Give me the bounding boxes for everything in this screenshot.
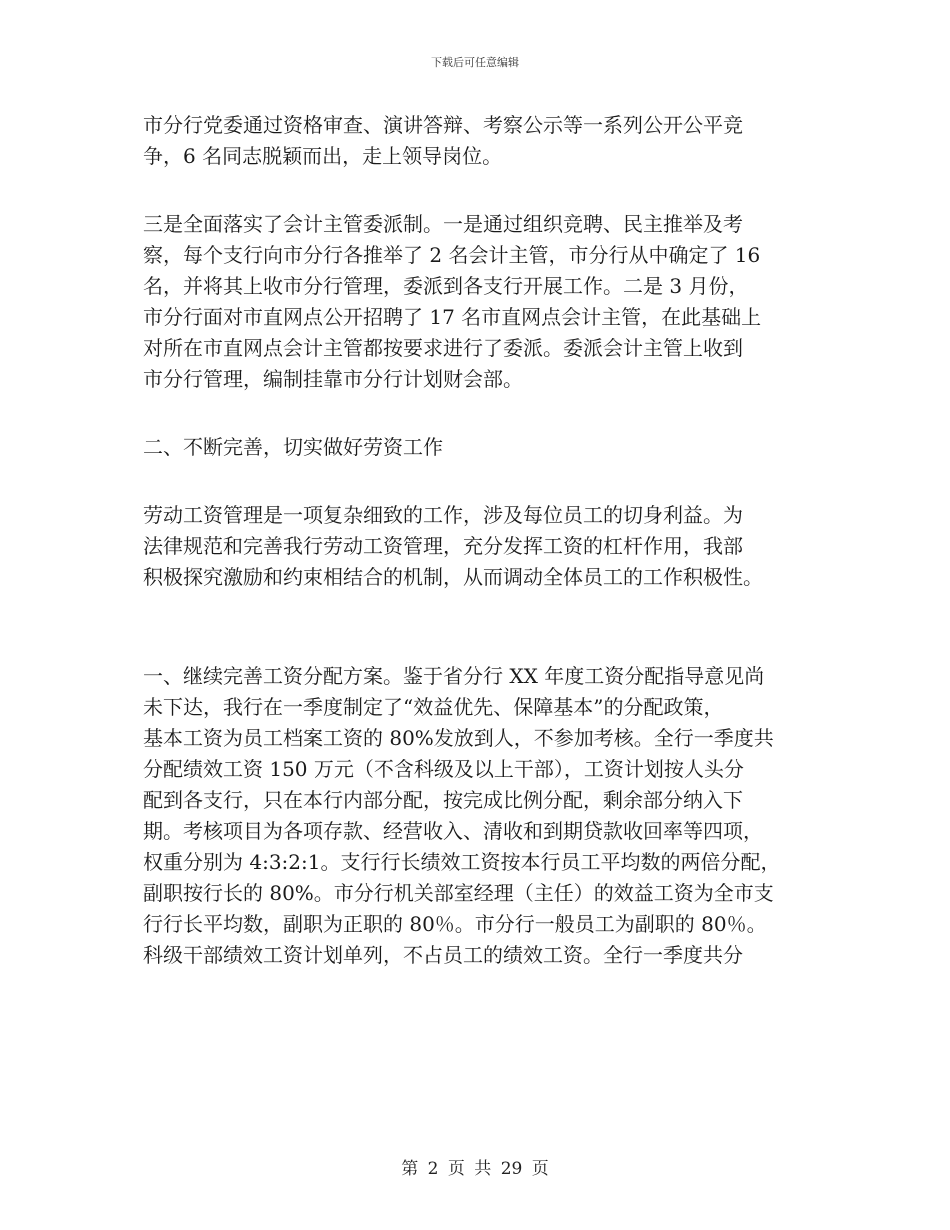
text-line: 劳动工资管理是一项复杂细致的工作，涉及每位员工的切身利益。为 — [143, 503, 743, 527]
text-line: 名，并将其上收市分行管理，委派到各支行开展工作。二是 3 月份， — [143, 274, 749, 298]
text-line: 争，6 名同志脱颖而出，走上领导岗位。 — [143, 144, 503, 168]
document-body — [143, 110, 823, 971]
text-line: 市分行党委通过资格审查、演讲答辩、考察公示等一系列公开公平竞 — [143, 113, 743, 137]
page-number: 第 2 页 共 29 页 — [401, 1159, 549, 1179]
text-line: 科级干部绩效工资计划单列，不占员工的绩效工资。全行一季度共分 — [143, 943, 743, 967]
paragraph-1 — [143, 110, 823, 172]
text-line: 期。考核项目为各项存款、经营收入、清收和到期贷款收回率等四项， — [143, 819, 763, 843]
text-line: 分配绩效工资 150 万元（不含科级及以上干部），工资计划按人头分 — [143, 757, 744, 781]
text-line: 对所在市直网点会计主管都按要求进行了委派。委派会计主管上收到 — [143, 336, 743, 360]
paragraph-3 — [143, 500, 823, 593]
text-line: 副职按行长的 80%。市分行机关部室经理（主任）的效益工资为全市支 — [143, 881, 774, 905]
text-line: 积极探究激励和约束相结合的机制，从而调动全体员工的工作积极性。 — [143, 565, 763, 589]
text-line: 行行长平均数，副职为正职的 80％。市分行一般员工为副职的 80％。 — [143, 912, 767, 936]
text-line: 配到各支行，只在本行内部分配，按完成比例分配，剩余部分纳入下 — [143, 788, 743, 812]
paragraph-4 — [143, 661, 823, 971]
heading-text: 二、不断完善，切实做好劳资工作 — [143, 435, 443, 459]
text-line: 市分行面对市直网点公开招聘了 17 名市直网点会计主管，在此基础上 — [143, 305, 762, 329]
text-line: 一、继续完善工资分配方案。鉴于省分行 XX 年度工资分配指导意见尚 — [143, 664, 765, 688]
text-line: 市分行管理，编制挂靠市分行计划财会部。 — [143, 367, 523, 391]
text-line: 三是全面落实了会计主管委派制。一是通过组织竞聘、民主推举及考 — [143, 212, 743, 236]
text-line: 基本工资为员工档案工资的 80%发放到人，不参加考核。全行一季度共 — [143, 726, 774, 750]
text-line: 察，每个支行向市分行各推举了 2 名会计主管，市分行从中确定了 16 — [143, 243, 761, 267]
paragraph-2 — [143, 209, 823, 395]
page-header: 下载后可任意编辑 — [431, 56, 519, 69]
text-line: 未下达，我行在一季度制定了“效益优先、保障基本”的分配政策， — [143, 695, 724, 719]
section-heading — [143, 432, 823, 463]
text-line: 法律规范和完善我行劳动工资管理，充分发挥工资的杠杆作用，我部 — [143, 534, 743, 558]
text-line: 权重分别为 4:3:2:1。支行行长绩效工资按本行员工平均数的两倍分配， — [143, 850, 781, 874]
